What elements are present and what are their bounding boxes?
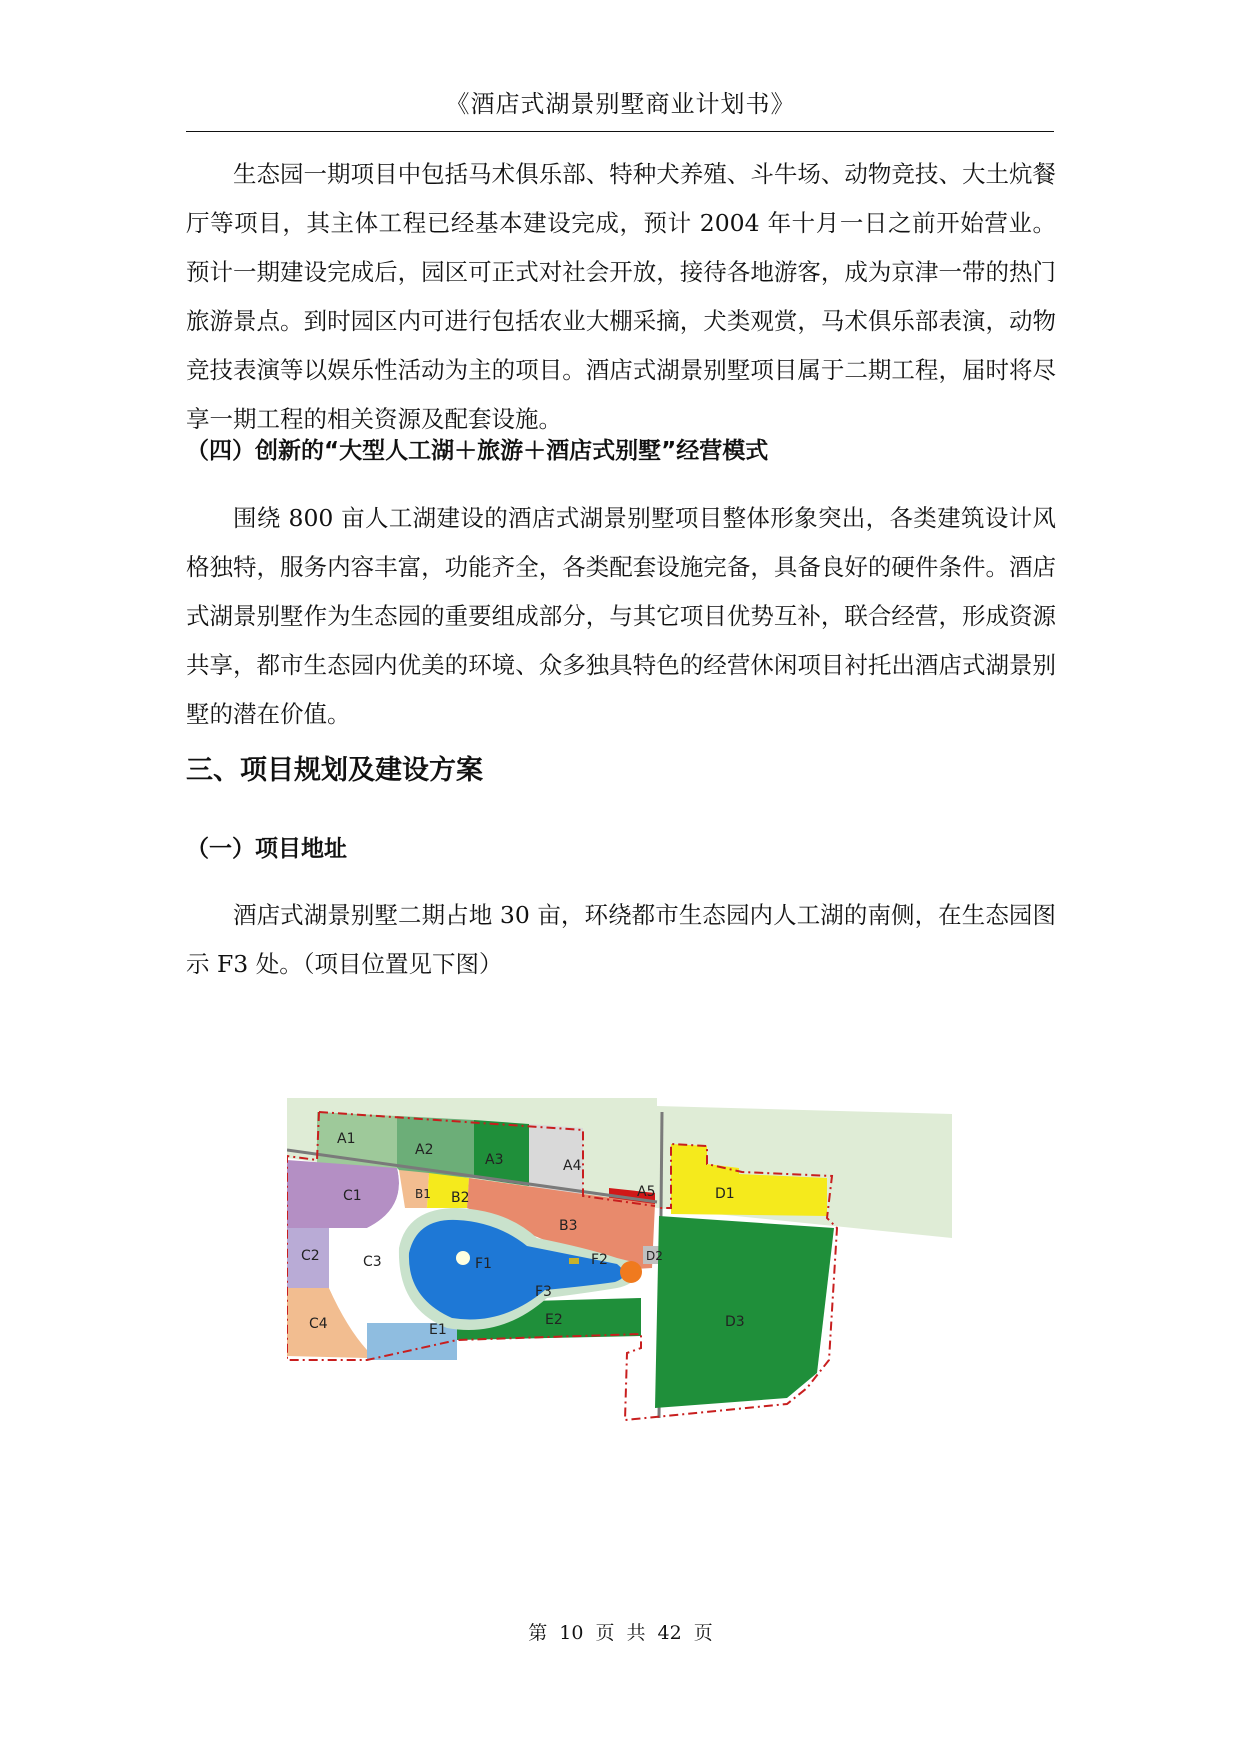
label-B2: B2 <box>451 1190 470 1206</box>
marker-F2 <box>569 1258 579 1264</box>
label-E1: E1 <box>429 1322 447 1338</box>
plot-D3 <box>655 1216 834 1408</box>
page-number-footer: 第 10 页 共 42 页 <box>528 1622 713 1644</box>
island-F1 <box>456 1251 470 1265</box>
heading-project-location: （一）项目地址 <box>186 836 347 862</box>
label-A4: A4 <box>563 1158 582 1174</box>
label-B1: B1 <box>415 1187 431 1201</box>
label-E2: E2 <box>545 1312 563 1328</box>
label-D3: D3 <box>725 1314 745 1330</box>
page-header-title: 《酒店式湖景别墅商业计划书》 <box>445 90 796 118</box>
label-A3: A3 <box>485 1152 504 1168</box>
label-C3: C3 <box>363 1254 382 1270</box>
plot-orange <box>620 1261 642 1283</box>
label-F1: F1 <box>475 1256 492 1272</box>
label-A1: A1 <box>337 1131 356 1147</box>
label-C2: C2 <box>301 1248 320 1264</box>
paragraph-location: 酒店式湖景别墅二期占地 30 亩，环绕都市生态园内人工湖的南侧，在生态园图示 F3 处。（项目位置见下图） <box>186 901 1056 978</box>
label-C4: C4 <box>309 1316 328 1332</box>
section-title-planning: 三、项目规划及建设方案 <box>186 755 483 786</box>
label-F3: F3 <box>535 1284 552 1300</box>
label-F2: F2 <box>591 1252 608 1268</box>
label-D2: D2 <box>646 1249 663 1263</box>
paragraph-project-overview: 围绕 800 亩人工湖建设的酒店式湖景别墅项目整体形象突出，各类建筑设计风格独特，服务内容丰富，功能齐全，各类配套设施完备，具备良好的硬件条件。酒店式湖景别墅作为生态园的重要组成部分，与其它项目优势互补，联合经营，形成资源共享，都市生态园内优美的环境、众多独具特色的经营休闲项目衬托出酒店式湖景别墅的潜在价值。 <box>186 504 1056 728</box>
header-divider <box>186 131 1054 132</box>
plot-A2 <box>397 1116 474 1178</box>
heading-business-model: （四）创新的“大型人工湖＋旅游＋酒店式别墅”经营模式 <box>186 438 769 464</box>
label-D1: D1 <box>715 1186 735 1202</box>
label-A2: A2 <box>415 1142 434 1158</box>
site-plan-map <box>287 1098 957 1456</box>
label-B3: B3 <box>559 1218 578 1234</box>
label-C1: C1 <box>343 1188 362 1204</box>
paragraph-phase-one: 生态园一期项目中包括马术俱乐部、特种犬养殖、斗牛场、动物竞技、大土炕餐厅等项目，其主体工程已经基本建设完成，预计 2004 年十月一日之前开始营业。预计一期建设完成后，园区可正式对社会开放，接待各地游客，成为京津一带的热门旅游景点。到时园区内可进行包括农业大棚采摘，犬类观赏，马术俱乐部表演，动物竞技表演等以娱乐性活动为主的项目。酒店式湖景别墅项目属于二期工程，届时将尽享一期工程的相关资源及配套设施。 <box>186 160 1056 433</box>
label-A5: A5 <box>637 1184 656 1200</box>
